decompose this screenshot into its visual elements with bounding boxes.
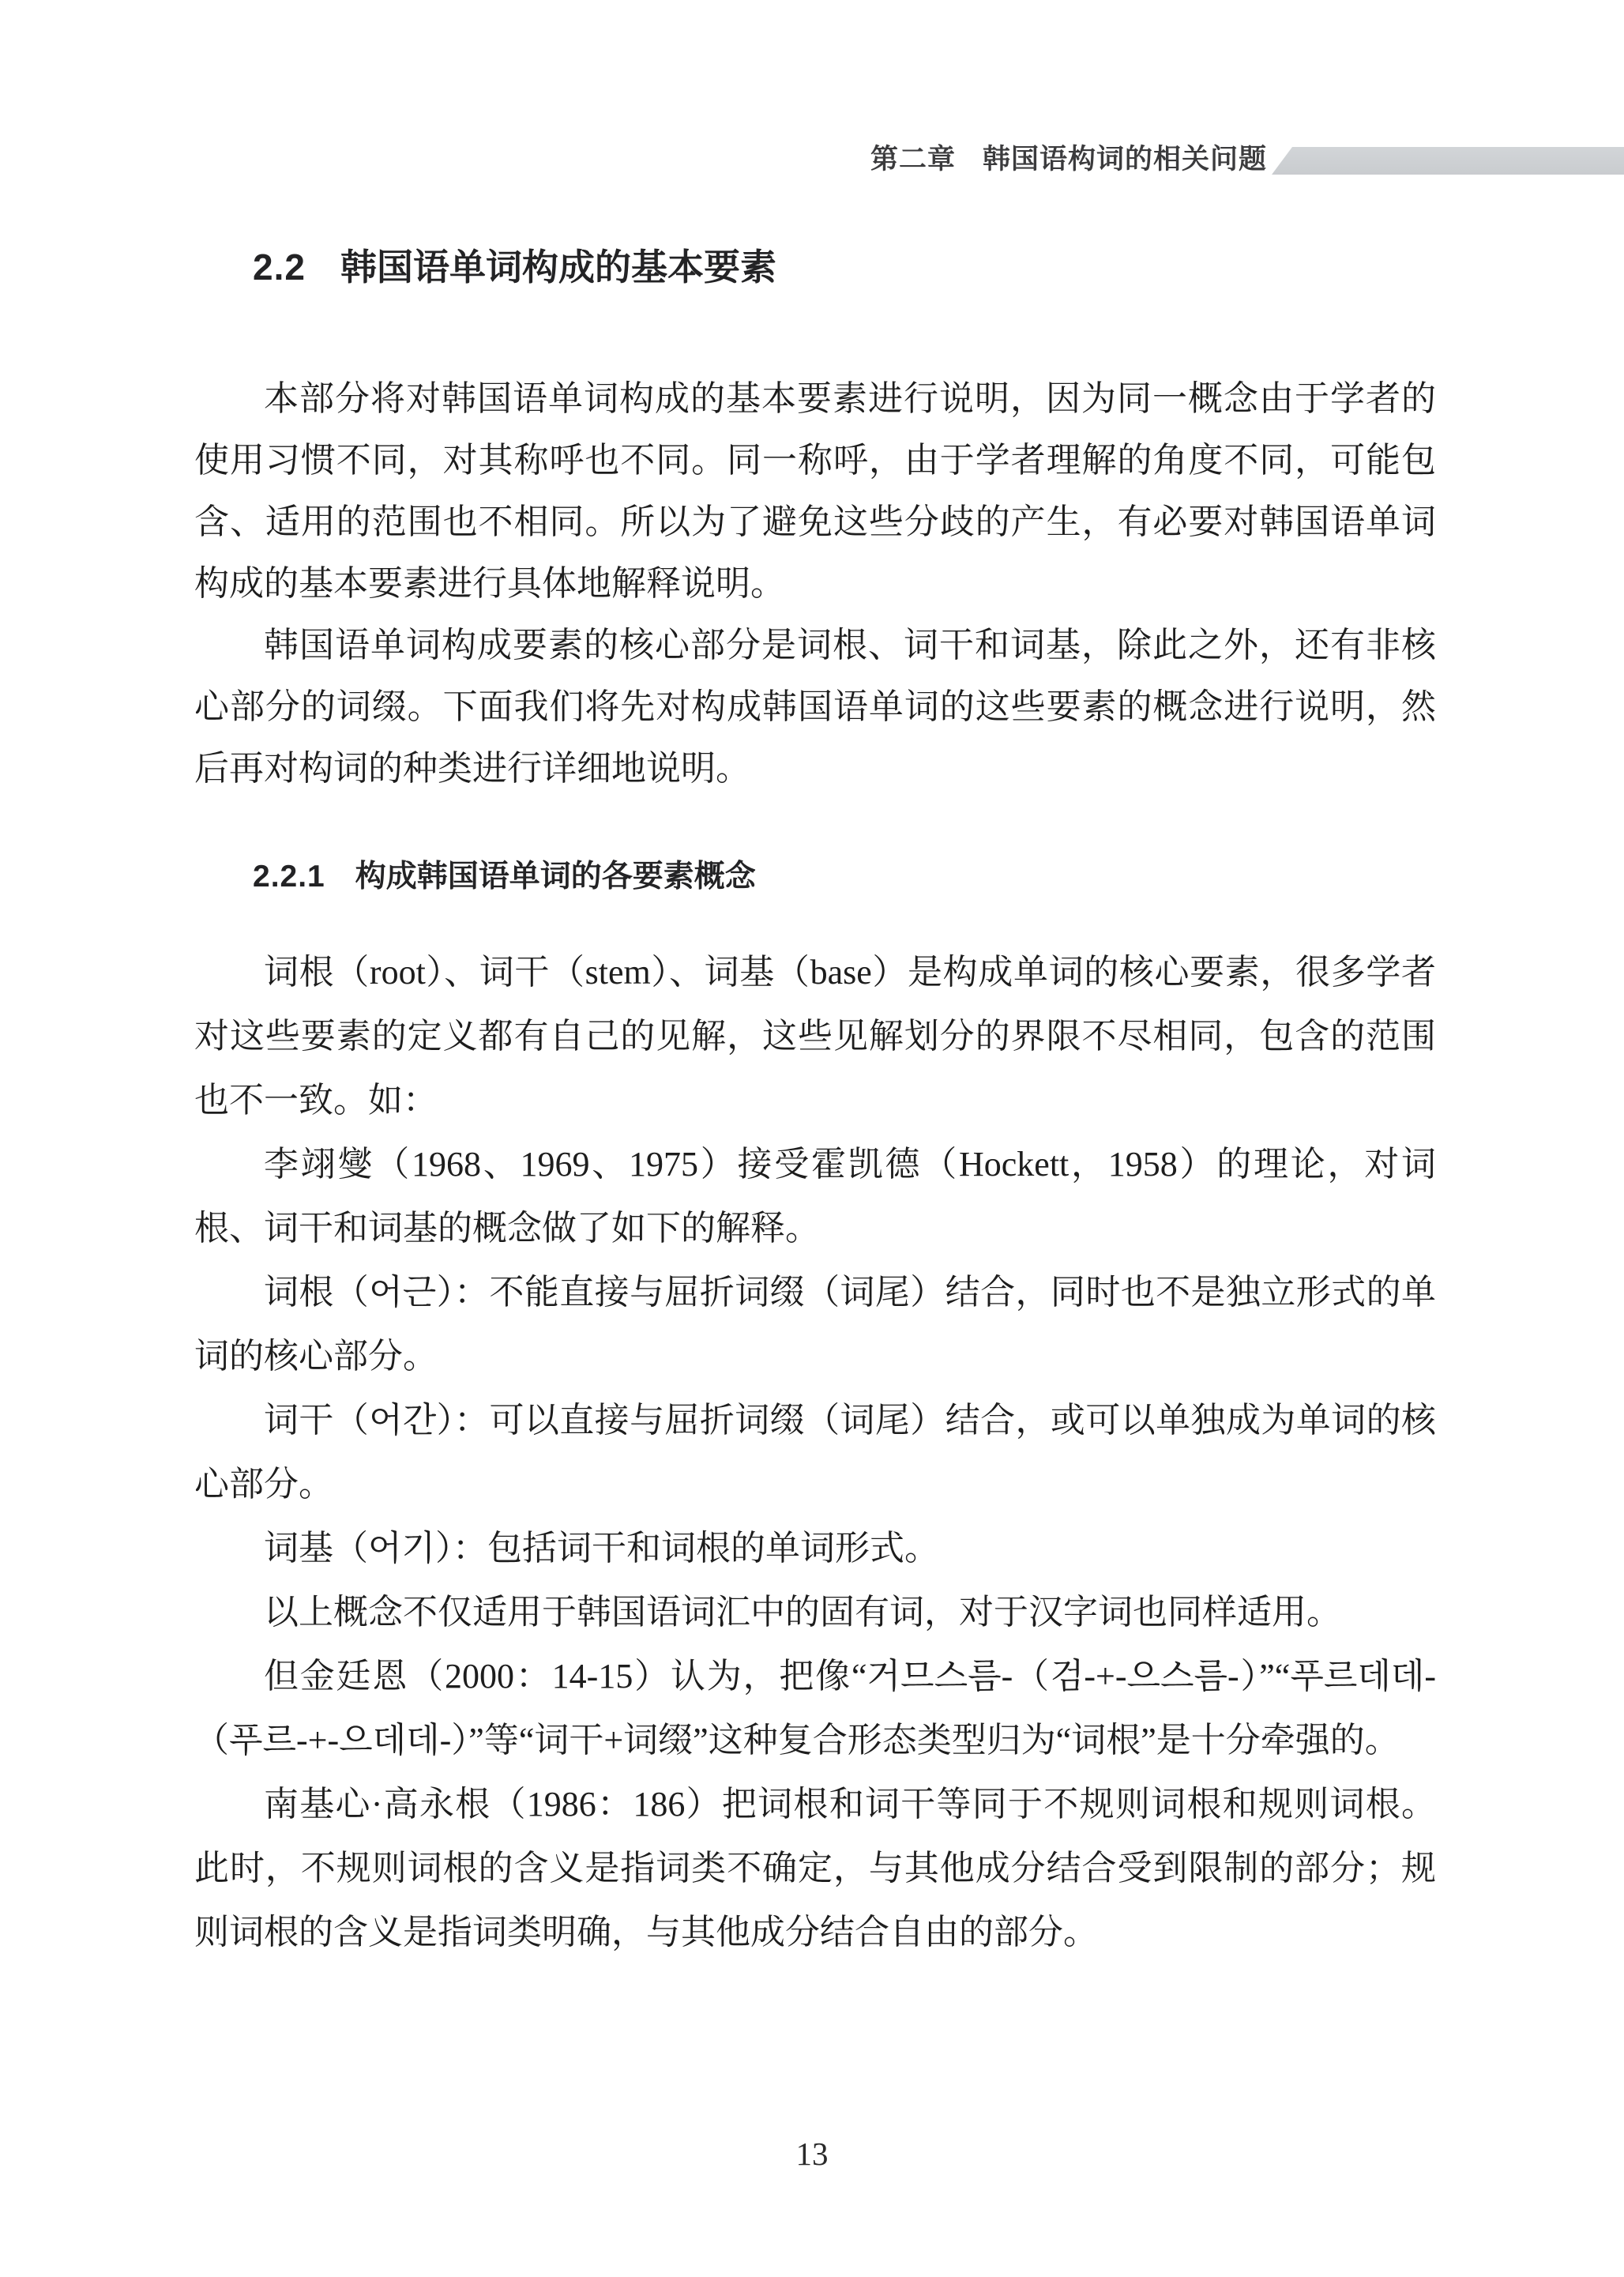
subsection-title: [253, 858, 756, 896]
paragraph: 以上概念不仅适用于韩国语词汇中的固有词，对于汉字词也同样适用。: [264, 1593, 1341, 1632]
section-number: 2.2: [253, 247, 306, 288]
paragraph: 词根（root）、词干（stem）、词基（base）是构成单词的核心要素，很多学者对这些要素的定义都有自己的见解，这些见解划分的界限不尽相同，包含的范围也不一致。如：: [194, 953, 1436, 1120]
paragraph: 南基心·高永根（1986：186）把词根和词干等同于不规则词根和规则词根。此时，不规则词根的含义是指词类不确定，与其他成分结合受到限制的部分；规则词根的含义是指词类明确，与其他成分结合自由的部分。: [194, 1785, 1436, 1951]
paragraph: 但金廷恩（2000：14-15）认为，把像“거므스름-（검-+-으스름-）”“푸르데데-（푸르-+-으데데-）”等“词干+词缀”这种复合形态类型归为“词根”是十分牵强的。: [194, 1657, 1436, 1760]
paragraph: 李翊燮（1968、1969、1975）接受霍凯德（Hockett，1958）的理论，对词根、词干和词基的概念做了如下的解释。: [194, 1145, 1436, 1248]
paragraph: 词基（어기）：包括词干和词根的单词形式。: [264, 1529, 940, 1568]
chapter-heading: [870, 145, 1267, 175]
running-head: [0, 145, 1624, 176]
paragraph: 词根（어근）：不能直接与屈折词缀（词尾）结合，同时也不是独立形式的单词的核心部分。: [194, 1273, 1436, 1376]
intro-paragraphs: [194, 368, 1436, 800]
paragraph: 本部分将对韩国语单词构成的基本要素进行说明，因为同一概念由于学者的使用习惯不同，对其称呼也不同。同一称呼，由于学者理解的角度不同，可能包含、适用的范围也不相同。所以为了避免这些分歧的产生，有必要对韩国语单词构成的基本要素进行具体地解释说明。: [194, 379, 1436, 603]
subsection-number: 2.2.1: [253, 860, 325, 894]
section-title-text: 韩国语单词构成的基本要素: [340, 247, 776, 288]
paragraph: 词干（어간）：可以直接与屈折词缀（词尾）结合，或可以单独成为单词的核心部分。: [194, 1401, 1436, 1504]
header-accent-band: [1272, 147, 1624, 175]
subsection-title-text: 构成韩国语单词的各要素概念: [355, 860, 756, 894]
paragraph: 韩国语单词构成要素的核心部分是词根、词干和词基，除此之外，还有非核心部分的词缀。下面我们将先对构成韩国语单词的这些要素的概念进行说明，然后再对构词的种类进行详细地说明。: [194, 626, 1436, 788]
body-paragraphs: [194, 940, 1436, 1964]
chapter-number: 第二章: [870, 144, 956, 175]
page-number: 13: [795, 2136, 829, 2172]
chapter-title: 韩国语构词的相关问题: [982, 144, 1267, 175]
section-title: [253, 245, 776, 289]
